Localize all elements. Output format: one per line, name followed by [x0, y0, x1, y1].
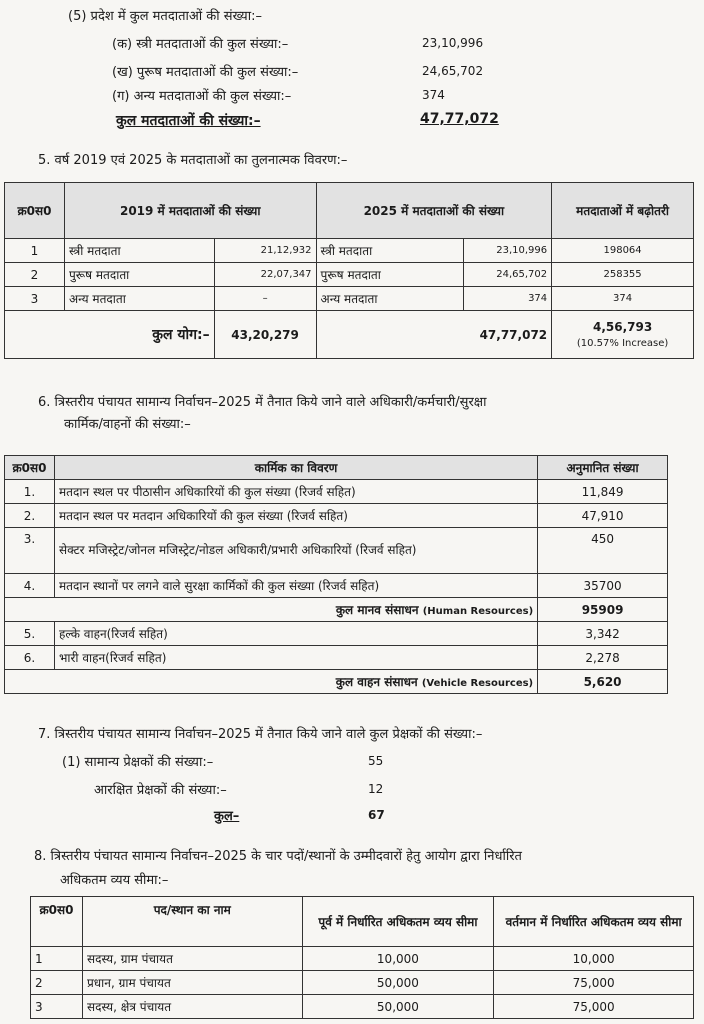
- reserve-observers-label: आरक्षित प्रेक्षकों की संख्या:–: [94, 783, 227, 798]
- cell-sn: 5.: [5, 622, 55, 646]
- cell-label-2025: पुरूष मतदाता: [316, 263, 464, 287]
- cell-sn: 2.: [5, 504, 55, 528]
- cell-description: मतदान स्थल पर पीठासीन अधिकारियों की कुल संख्या (रिजर्व सहित): [54, 480, 537, 504]
- cell-count: 11,849: [538, 480, 668, 504]
- cell-label-2019: अन्य मतदाता: [64, 287, 214, 311]
- vehicle-resources-total: 5,620: [538, 670, 668, 694]
- human-resources-total-row: [5, 598, 668, 622]
- cell-value-2019: –: [214, 287, 316, 311]
- cell-description: मतदान स्थल पर मतदान अधिकारियों की कुल संख्या (रिजर्व सहित): [54, 504, 537, 528]
- observers-total-value: 67: [368, 808, 385, 822]
- col-header-increase: मतदाताओं में बढ़ोतरी: [552, 183, 694, 239]
- human-resources-label: कुल मानव संसाधन: [335, 603, 419, 617]
- table-row: [5, 504, 668, 528]
- reserve-observers-value: 12: [368, 782, 384, 796]
- cell-label-2019: पुरूष मतदाता: [64, 263, 214, 287]
- vehicle-resources-label: कुल वाहन संसाधन: [335, 675, 418, 689]
- col-header-estimated-count: अनुमानित संख्या: [538, 456, 668, 480]
- total-2025: 47,77,072: [316, 311, 552, 359]
- male-voters-value: 24,65,702: [422, 64, 484, 78]
- table-row: [5, 480, 668, 504]
- cell-sn: 6.: [5, 646, 55, 670]
- cell-sn: 2: [5, 263, 65, 287]
- total-label: कुल योग:–: [5, 311, 215, 359]
- state-voters-heading: (5) प्रदेश में कुल मतदाताओं की संख्या:–: [68, 9, 262, 24]
- table-row: [5, 574, 668, 598]
- cell-post-name: सदस्य, ग्राम पंचायत: [82, 947, 302, 971]
- cell-sn: 2: [31, 971, 83, 995]
- section8-heading-line1: 8. त्रिस्तरीय पंचायत सामान्य निर्वाचन–2025 के चार पदों/स्थानों के उम्मीदवारों हेतु आयोग द्वारा निर्धारित: [34, 849, 522, 864]
- increase-percent-note: (10.57% Increase): [576, 338, 669, 349]
- cell-sn: 1: [5, 239, 65, 263]
- table-header-row: [31, 897, 694, 947]
- cell-count: 2,278: [538, 646, 668, 670]
- other-voters-value: 374: [422, 88, 445, 102]
- vehicle-resources-label-en: (Vehicle Resources): [421, 678, 534, 689]
- personnel-table: [4, 455, 668, 694]
- col-header-current-limit: वर्तमान में निर्धारित अधिकतम व्यय सीमा: [494, 897, 694, 947]
- section7-heading: 7. त्रिस्तरीय पंचायत सामान्य निर्वाचन–2025 में तैनात किये जाने वाले कुल प्रेक्षकों की संख्या:–: [38, 727, 483, 742]
- cell-increase: 198064: [552, 239, 694, 263]
- cell-count: 35700: [538, 574, 668, 598]
- cell-count: 450: [538, 528, 668, 574]
- cell-sn: 1: [31, 947, 83, 971]
- female-voters-label: (क) स्त्री मतदाताओं की कुल संख्या:–: [112, 37, 289, 52]
- cell-count: 47,910: [538, 504, 668, 528]
- human-resources-label-cell: [5, 598, 538, 622]
- total-voters-label: कुल मतदाताओं की संख्या:–: [116, 113, 261, 129]
- cell-sn: 4.: [5, 574, 55, 598]
- table-row: [5, 239, 694, 263]
- col-header-sn: क्र0स0: [5, 456, 55, 480]
- male-voters-label: (ख) पुरूष मतदाताओं की कुल संख्या:–: [112, 65, 299, 80]
- table-row: [5, 646, 668, 670]
- general-observers-value: 55: [368, 754, 384, 768]
- cell-sn: 1.: [5, 480, 55, 504]
- expenditure-limit-table: [30, 896, 694, 1019]
- col-header-sn: क्र0स0: [31, 897, 83, 947]
- cell-value-2019: 22,07,347: [214, 263, 316, 287]
- cell-label-2025: अन्य मतदाता: [316, 287, 464, 311]
- cell-sn: 3: [5, 287, 65, 311]
- table-row: [5, 263, 694, 287]
- table-row: [5, 287, 694, 311]
- table-row: [31, 971, 694, 995]
- cell-current-limit: 10,000: [494, 947, 694, 971]
- cell-previous-limit: 50,000: [302, 995, 494, 1019]
- cell-current-limit: 75,000: [494, 995, 694, 1019]
- table-total-row: [5, 311, 694, 359]
- total-2019: 43,20,279: [214, 311, 316, 359]
- cell-current-limit: 75,000: [494, 971, 694, 995]
- cell-count: 3,342: [538, 622, 668, 646]
- cell-sn: 3.: [5, 528, 55, 574]
- total-increase-cell: [552, 311, 694, 359]
- human-resources-total: 95909: [538, 598, 668, 622]
- cell-post-name: प्रधान, ग्राम पंचायत: [82, 971, 302, 995]
- human-resources-label-en: (Human Resources): [422, 606, 534, 617]
- cell-label-2025: स्त्री मतदाता: [316, 239, 464, 263]
- cell-previous-limit: 10,000: [302, 947, 494, 971]
- cell-previous-limit: 50,000: [302, 971, 494, 995]
- table-header-row: [5, 183, 694, 239]
- table-row: [5, 622, 668, 646]
- cell-description: सेक्टर मजिस्ट्रेट/जोनल मजिस्ट्रेट/नोडल अधिकारी/प्रभारी अधिकारियों (रिजर्व सहित): [54, 528, 537, 574]
- section5-heading: 5. वर्ष 2019 एवं 2025 के मतदाताओं का तुलनात्मक विवरण:–: [38, 153, 348, 168]
- section6-heading-line2: कार्मिक/वाहनों की संख्या:–: [64, 417, 191, 432]
- cell-label-2019: स्त्री मतदाता: [64, 239, 214, 263]
- cell-increase: 258355: [552, 263, 694, 287]
- other-voters-label: (ग) अन्य मतदाताओं की कुल संख्या:–: [112, 89, 292, 104]
- cell-sn: 3: [31, 995, 83, 1019]
- cell-description: भारी वाहन(रिजर्व सहित): [54, 646, 537, 670]
- cell-description: हल्के वाहन(रिजर्व सहित): [54, 622, 537, 646]
- table-row: [31, 995, 694, 1019]
- section6-heading-line1: 6. त्रिस्तरीय पंचायत सामान्य निर्वाचन–2025 में तैनात किये जाने वाले अधिकारी/कर्मचारी/सुरक्षा: [38, 395, 487, 410]
- total-increase: 4,56,793: [592, 320, 653, 334]
- cell-increase: 374: [552, 287, 694, 311]
- col-header-sn: क्र0स0: [5, 183, 65, 239]
- voter-comparison-table: [4, 182, 694, 359]
- total-voters-value: 47,77,072: [420, 111, 499, 127]
- cell-value-2025: 23,10,996: [464, 239, 552, 263]
- col-header-2019: 2019 में मतदाताओं की संख्या: [64, 183, 316, 239]
- cell-value-2025: 24,65,702: [464, 263, 552, 287]
- cell-post-name: सदस्य, क्षेत्र पंचायत: [82, 995, 302, 1019]
- col-header-post-name: पद/स्थान का नाम: [82, 897, 302, 947]
- table-header-row: [5, 456, 668, 480]
- table-row: [31, 947, 694, 971]
- col-header-previous-limit: पूर्व में निर्धारित अधिकतम व्यय सीमा: [302, 897, 494, 947]
- section8-heading-line2: अधिकतम व्यय सीमा:–: [60, 873, 169, 888]
- cell-value-2019: 21,12,932: [214, 239, 316, 263]
- general-observers-label: (1) सामान्य प्रेक्षकों की संख्या:–: [62, 755, 214, 770]
- female-voters-value: 23,10,996: [422, 36, 484, 50]
- observers-total-label: कुल–: [214, 809, 240, 824]
- vehicle-resources-label-cell: [5, 670, 538, 694]
- cell-description: मतदान स्थानों पर लगने वाले सुरक्षा कार्मिकों की कुल संख्या (रिजर्व सहित): [54, 574, 537, 598]
- cell-value-2025: 374: [464, 287, 552, 311]
- vehicle-resources-total-row: [5, 670, 668, 694]
- col-header-2025: 2025 में मतदाताओं की संख्या: [316, 183, 552, 239]
- table-row: [5, 528, 668, 574]
- col-header-description: कार्मिक का विवरण: [54, 456, 537, 480]
